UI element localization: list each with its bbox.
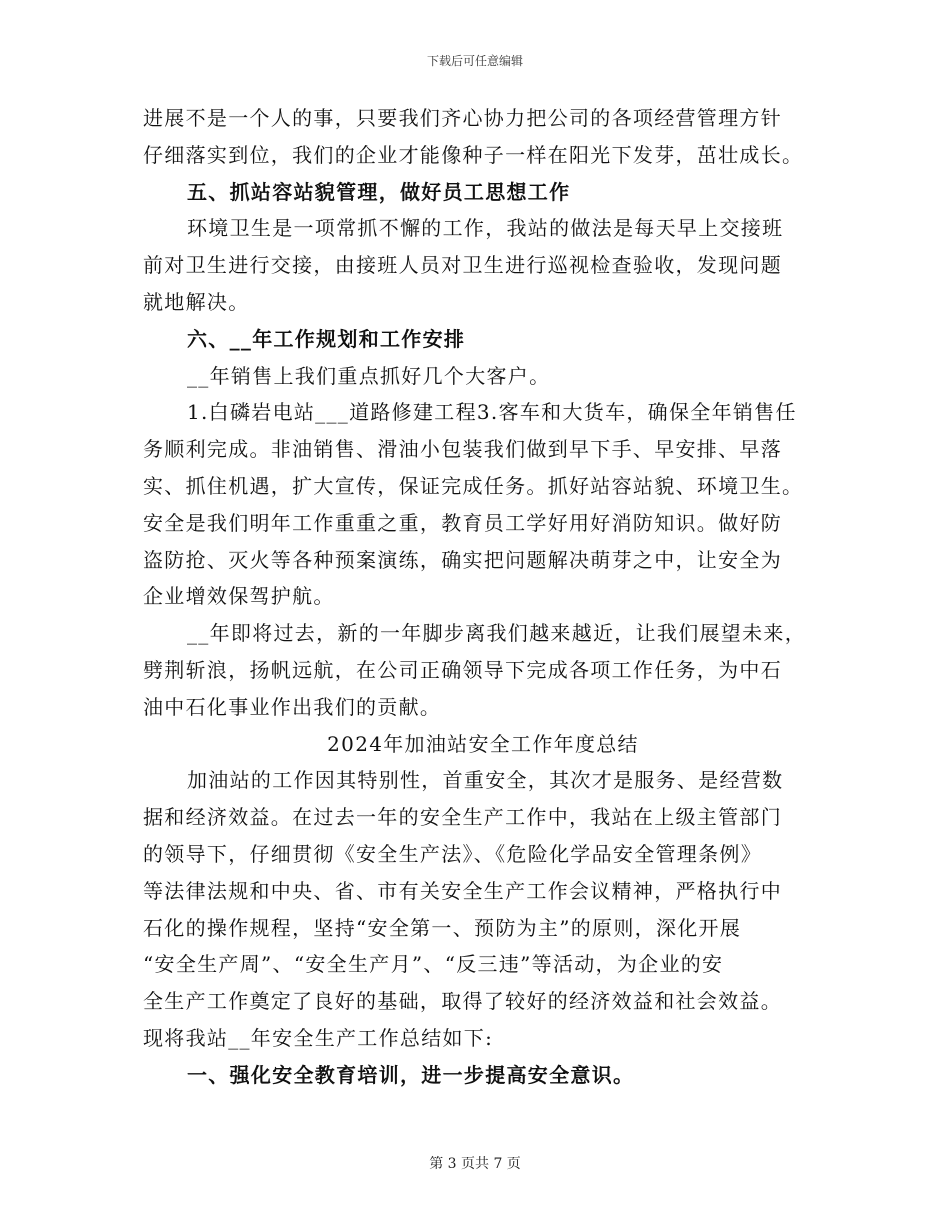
page-number: 第 3 页共 7 页 xyxy=(429,1156,521,1172)
paragraph-line: 务顺利完成。非油销售、滑油小包装我们做到早下手、早安排、早落 xyxy=(143,437,782,462)
paragraph-line: 全生产工作奠定了良好的基础，取得了较好的经济效益和社会效益。 xyxy=(143,989,782,1014)
paragraph-line: 油中石化事业作出我们的贡献。 xyxy=(143,694,442,719)
paragraph-line: 加油站的工作因其特别性，首重安全，其次才是服务、是经营数 xyxy=(187,768,784,793)
section-heading-6: 六、__年工作规划和工作安排 xyxy=(187,326,466,351)
paragraph-line: __年销售上我们重点抓好几个大客户。 xyxy=(187,363,551,388)
paragraph-line: 企业增效保驾护航。 xyxy=(143,584,335,609)
paragraph-line: 的领导下，仔细贯彻《安全生产法》、《危险化学品安全管理条例》 xyxy=(143,841,762,866)
document-body xyxy=(143,100,823,1094)
paragraph-line: 前对卫生进行交接，由接班人员对卫生进行巡视检查验收，发现问题 xyxy=(143,253,782,278)
paragraph-line: 就地解决。 xyxy=(143,289,250,314)
paragraph-line: 等法律法规和中央、省、市有关安全生产工作会议精神，严格执行中 xyxy=(143,878,782,903)
article-title: 2024年加油站安全工作年度总结 xyxy=(327,731,639,756)
paragraph-line: __年即将过去，新的一年脚步离我们越来越近，让我们展望未来， xyxy=(187,621,806,646)
paragraph-line: 环境卫生是一项常抓不懈的工作，我站的做法是每天早上交接班 xyxy=(187,216,784,241)
paragraph-line: 盗防抢、灭火等各种预案演练，确实把问题解决萌芽之中，让安全为 xyxy=(143,547,782,572)
paragraph-line: 进展不是一个人的事，只要我们齐心协力把公司的各项经营管理方针 xyxy=(143,106,782,130)
paragraph-line: 现将我站__年安全生产工作总结如下: xyxy=(143,1025,494,1050)
paragraph-line: 安全是我们明年工作重重之重，教育员工学好用好消防知识。做好防 xyxy=(143,510,782,535)
paragraph-line: 仔细落实到位，我们的企业才能像种子一样在阳光下发芽，茁壮成长。 xyxy=(143,142,804,167)
section-heading-5: 五、抓站容站貌管理，做好员工思想工作 xyxy=(187,179,571,204)
page-header: 下载后可任意编辑 xyxy=(426,54,523,68)
paragraph-line: 1.白磷岩电站___道路修建工程3.客车和大货车，确保全年销售任 xyxy=(187,400,797,425)
section-heading-1: 一、强化安全教育培训，进一步提高安全意识。 xyxy=(187,1062,635,1087)
paragraph-line: “安全生产周”、“安全生产月”、“反三违”等活动，为企业的安 xyxy=(143,952,724,977)
paragraph-line: 据和经济效益。在过去一年的安全生产工作中，我站在上级主管部门 xyxy=(143,805,782,830)
paragraph-line: 劈荆斩浪，扬帆远航，在公司正确领导下完成各项工作任务，为中石 xyxy=(143,657,782,682)
paragraph-line: 实、抓住机遇，扩大宣传，保证完成任务。抓好站容站貌、环境卫生。 xyxy=(143,473,804,498)
paragraph-line: 石化的操作规程，坚持“安全第一、预防为主”的原则，深化开展 xyxy=(143,915,742,940)
